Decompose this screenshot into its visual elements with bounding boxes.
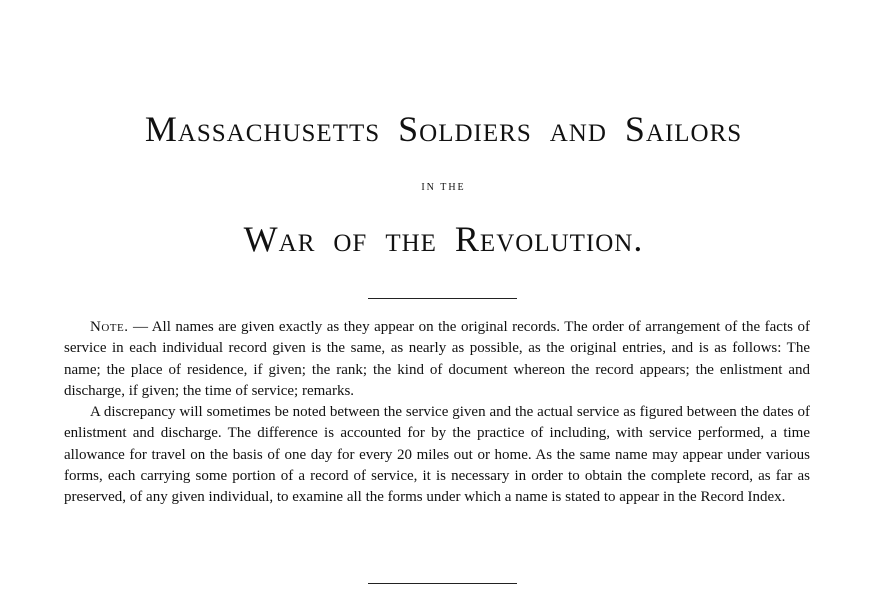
page-subtitle: War of the Revolution. — [243, 219, 644, 259]
note-dash: — — [128, 319, 152, 335]
note-paragraph-1-text: All names are given exactly as they appear on the original records. The order of arrangement of the facts of service in each individual record given is the same, as nearly as possible, as the original entries, and is as follows: The name; the place of residence, if given; the rank; the kind of document whereon the record appears; the enlistment and discharge, if given; the time of service; remarks. — [64, 319, 810, 399]
note-paragraph-2: A discrepancy will sometimes be noted between the service given and the actual service as figured between the dates of enlistment and discharge. The difference is accounted for by the practice of including, with service performed, a time allowance for travel on the basis of one day for every 20 miles out or home. As the same name may appear under various forms, each carrying some portion of a record of service, it is necessary in order to obtain the complete record, as far as preserved, of any given individual, to examine all the forms under which a name is stated to appear in the Record Index. — [64, 404, 810, 506]
page-title: Massachusetts Soldiers and Sailors — [144, 109, 743, 149]
note-paragraph-1 — [64, 317, 810, 402]
note-section — [64, 317, 810, 509]
divider-bottom — [368, 583, 517, 584]
divider-top — [368, 298, 517, 299]
note-label: Note. — [90, 319, 129, 335]
title-connector: IN THE — [421, 182, 466, 193]
